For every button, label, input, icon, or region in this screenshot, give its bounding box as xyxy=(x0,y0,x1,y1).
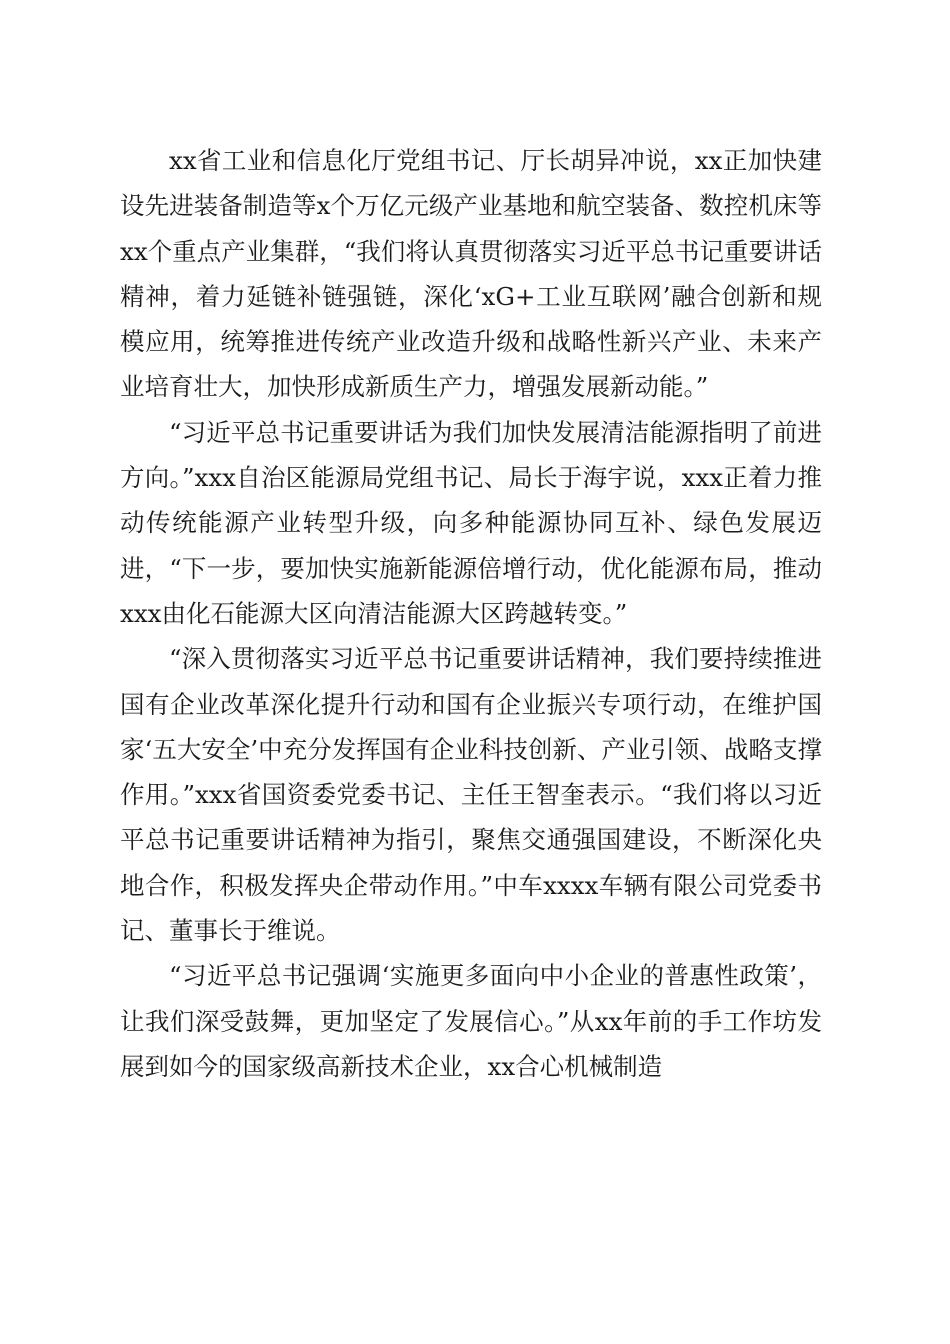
paragraph-3: “深入贯彻落实习近平总书记重要讲话精神，我们要持续推进国有企业改革深化提升行动和国有企业振兴专项行动，在维护国家‘五大安全’中充分发挥国有企业科技创新、产业引领、战略支撑作用。”xxx省国资委党委书记、主任王智奎表示。“我们将以习近平总书记重要讲话精神为指引，聚焦交通强国建设，不断深化央地合作，积极发挥央企带动作用。”中车xxxx车辆有限公司党委书记、董事长于维说。 xyxy=(120,644,822,946)
paragraph-4: “习近平总书记强调‘实施更多面向中小企业的普惠性政策’，让我们深受鼓舞，更加坚定了发展信心。”从xx年前的手工作坊发展到如今的国家级高新技术企业，xx合心机械制造 xyxy=(120,961,822,1081)
paragraph-2: “习近平总书记重要讲话为我们加快发展清洁能源指明了前进方向。”xxx自治区能源局党组书记、局长于海宇说，xxx正着力推动传统能源产业转型升级，向多种能源协同互补、绿色发展迈进，“下一步，要加快实施新能源倍增行动，优化能源布局，推动xxx由化石能源大区向清洁能源大区跨越转变。” xyxy=(120,417,822,628)
paragraph-1: xx省工业和信息化厅党组书记、厅长胡异冲说，xx正加快建设先进装备制造等x个万亿元级产业基地和航空装备、数控机床等xx个重点产业集群，“我们将认真贯彻落实习近平总书记重要讲话精神，着力延链补链强链，深化‘xG+工业互联网’融合创新和规模应用，统筹推进传统产业改造升级和战略性新兴产业、未来产业培育壮大，加快形成新质生产力，增强发展新动能。” xyxy=(120,146,822,402)
document-body xyxy=(120,138,822,1089)
